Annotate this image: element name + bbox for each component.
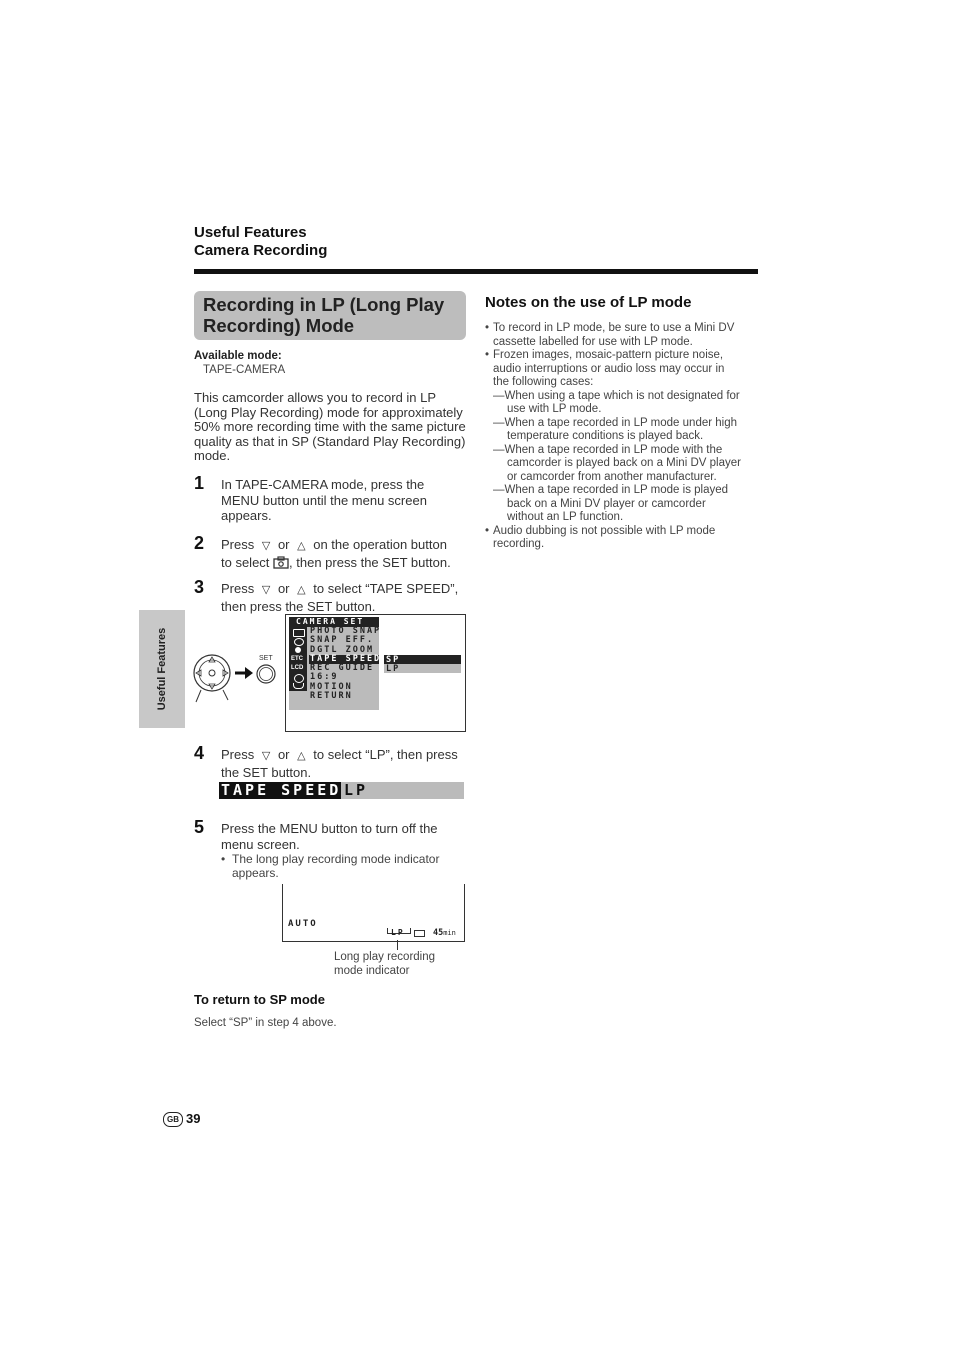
set-button-label: SET — [259, 655, 273, 662]
tape-speed-bar — [219, 782, 464, 799]
note-text: back on a Mini DV player or camcorder — [507, 497, 706, 510]
note-line — [485, 444, 760, 458]
intro-line: 50% more recording time with the same picture — [194, 419, 466, 434]
menu-item: SNAP EFF. — [310, 635, 375, 646]
notes-list — [485, 322, 760, 552]
cassette-icon — [414, 930, 425, 937]
step-number: 5 — [194, 817, 205, 837]
notes-title: Notes on the use of LP mode — [485, 294, 692, 311]
step-line: then press the SET button. — [221, 598, 376, 614]
step-word: on the operation button — [313, 537, 447, 552]
menu-option-lp: LP — [386, 664, 401, 674]
tape-speed-label: TAPE SPEED — [221, 781, 342, 799]
note-line — [485, 525, 760, 539]
step-word: or — [277, 537, 290, 552]
note-text: To record in LP mode, be sure to use a Mini DV — [493, 322, 735, 334]
note-line — [485, 390, 760, 404]
step-word: to select “LP”, then press — [313, 747, 458, 762]
note-line — [485, 349, 760, 363]
region-badge: GB — [163, 1112, 183, 1127]
note-text: —When a tape recorded in LP mode under high — [493, 416, 737, 429]
indicator-caption — [334, 950, 435, 978]
step-line: the SET button. — [221, 764, 312, 780]
lcd-icon: LCD — [291, 665, 304, 671]
bullet-icon: • — [485, 524, 490, 537]
step-line — [221, 747, 471, 765]
bullet-text: appears. — [232, 866, 279, 880]
step-3-text — [221, 581, 471, 614]
step-word: to select — [221, 554, 270, 570]
step-4-text — [221, 747, 471, 780]
step-word: or — [277, 581, 290, 596]
step-word: to select “TAPE SPEED”, — [313, 581, 459, 596]
menu-option-sp: SP — [386, 655, 401, 665]
step-number: 4 — [194, 743, 205, 763]
note-line — [485, 363, 760, 377]
zoom-icon — [295, 647, 301, 653]
step-number: 1 — [194, 473, 205, 493]
note-line — [485, 457, 760, 471]
intro-line: (Long Play Recording) mode for approximately — [194, 404, 463, 420]
section-title-box — [194, 291, 466, 340]
step-word: Press — [221, 747, 255, 762]
note-text: —When using a tape which is not designated for — [493, 389, 740, 402]
bullet-icon: • — [485, 349, 490, 361]
indicator-auto: AUTO — [288, 919, 318, 929]
header-rule — [194, 269, 758, 274]
intro-line: mode. — [194, 448, 231, 463]
menu-item: REC GUIDE — [310, 663, 375, 674]
bullet-icon: • — [221, 852, 226, 866]
indicator-leader-line — [397, 940, 398, 950]
step-line: appears. — [221, 508, 272, 523]
step-1-text — [221, 477, 465, 524]
note-text: use with LP mode. — [507, 403, 602, 415]
camera-icon — [293, 629, 305, 637]
caption-line: mode indicator — [334, 965, 410, 977]
note-line — [485, 417, 760, 431]
menu-screen — [285, 614, 466, 732]
camera-set-icon — [273, 556, 289, 569]
indicator-time-unit: min — [443, 929, 456, 937]
step-word: or — [277, 747, 290, 762]
note-text: Audio dubbing is not possible with LP mode — [493, 524, 716, 537]
note-text: —When a tape recorded in LP mode with the — [493, 443, 723, 456]
note-line — [485, 430, 760, 444]
note-text: the following cases: — [493, 376, 594, 388]
step-5-bullet — [221, 852, 439, 880]
step-word: Press — [221, 537, 255, 552]
bullet-line — [221, 852, 439, 866]
snap-icon — [294, 638, 304, 646]
clock-icon — [294, 674, 304, 683]
menu-item: RETURN — [310, 691, 353, 702]
intro-line: This camcorder allows you to record in LP — [194, 390, 437, 405]
step-line: Press the MENU button to turn off the — [221, 821, 438, 836]
side-tab — [139, 610, 185, 728]
menu-item-selected: TAPE SPEED — [310, 653, 382, 664]
note-line — [485, 322, 760, 336]
step-word: Press — [221, 581, 255, 596]
step-number: 2 — [194, 533, 205, 553]
indicator-screen — [282, 884, 465, 942]
return-sp-title: To return to SP mode — [194, 992, 325, 1007]
side-tab-label: Useful Features — [156, 627, 168, 711]
step-2-text — [221, 537, 465, 570]
page-number: 39 — [186, 1111, 201, 1126]
intro-paragraph — [194, 391, 469, 464]
up-triangle-icon: △ — [297, 584, 306, 596]
note-line — [485, 376, 760, 390]
bullet-text: The long play recording mode indicator — [232, 852, 440, 866]
note-text: camcorder is played back on a Mini DV player — [507, 457, 741, 469]
note-text: —When a tape recorded in LP mode is played — [493, 484, 729, 496]
menu-item: MOTION — [310, 681, 353, 692]
indicator-time-value: 45 — [433, 928, 444, 938]
intro-line: quality as that in SP (Standard Play Recording) — [194, 433, 466, 449]
etc-icon: ETC — [291, 656, 303, 662]
note-line — [485, 511, 760, 525]
step-line — [221, 581, 471, 599]
step-word: , then press the SET button. — [289, 554, 451, 570]
return-icon — [293, 683, 304, 689]
return-sp-text: Select “SP” in step 4 above. — [194, 1017, 337, 1029]
step-line: menu screen. — [221, 836, 300, 852]
note-text: cassette labelled for use with LP mode. — [493, 335, 693, 348]
indicator-time — [433, 928, 456, 938]
menu-item: 16:9 — [310, 672, 339, 683]
available-mode-label: Available mode: — [194, 350, 282, 362]
menu-item: DGTL ZOOM — [310, 644, 375, 655]
up-triangle-icon: △ — [297, 750, 306, 762]
note-text: recording. — [493, 538, 545, 550]
up-triangle-icon: △ — [297, 540, 306, 552]
tape-speed-value: LP — [344, 781, 369, 799]
menu-header: CAMERA SET — [296, 617, 365, 626]
note-line — [485, 484, 760, 498]
step-5-text — [221, 821, 465, 852]
header-subsection: Camera Recording — [194, 242, 328, 259]
menu-item-list — [310, 627, 381, 701]
note-text: temperature conditions is played back. — [507, 430, 704, 442]
note-line — [485, 403, 760, 417]
note-text: or camcorder from another manufacturer. — [507, 470, 717, 483]
menu-item: PHOTO SNAP — [310, 626, 382, 636]
step-line — [221, 555, 465, 571]
down-triangle-icon: ▽ — [261, 540, 271, 552]
indicator-lp: LP — [391, 928, 405, 937]
step-line: In TAPE-CAMERA mode, press the — [221, 477, 425, 492]
bullet-icon: • — [485, 322, 490, 334]
note-line — [485, 471, 760, 485]
note-line — [485, 498, 760, 512]
section-title: Recording in LP (Long Play Recording) Mode — [203, 294, 445, 336]
note-text: without an LP function. — [507, 511, 624, 523]
caption-line: Long play recording — [334, 951, 436, 963]
step-line — [221, 537, 465, 555]
down-triangle-icon: ▽ — [261, 750, 271, 762]
note-line — [485, 538, 760, 552]
step-line: MENU button until the menu screen — [221, 492, 427, 508]
down-triangle-icon: ▽ — [261, 584, 271, 596]
note-line — [485, 336, 760, 350]
note-text: Frozen images, mosaic-pattern picture noise, — [493, 349, 724, 361]
operation-button-illustration — [193, 640, 285, 708]
header-section: Useful Features — [194, 224, 307, 241]
note-text: audio interruptions or audio loss may occur in — [493, 362, 725, 375]
step-number: 3 — [194, 577, 205, 597]
available-mode-value: TAPE-CAMERA — [203, 364, 286, 376]
